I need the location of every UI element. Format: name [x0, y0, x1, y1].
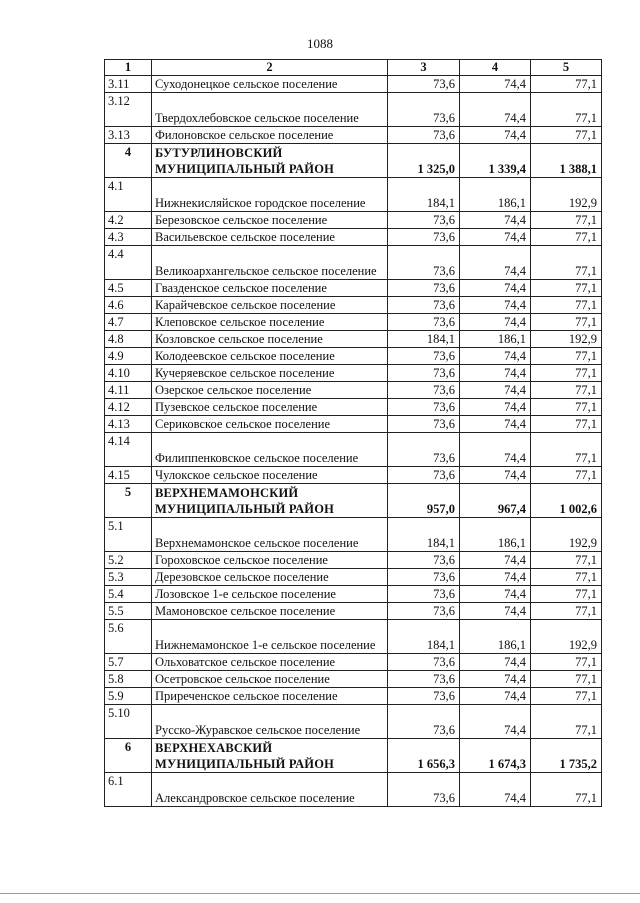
- row-code: 4.6: [105, 297, 152, 314]
- row-value-col3: 73,6: [388, 569, 460, 586]
- row-value-col5: 192,9: [531, 178, 602, 212]
- row-value-col5: 77,1: [531, 416, 602, 433]
- row-value-col3: 957,0: [388, 484, 460, 518]
- row-value-col4: 1 339,4: [460, 144, 531, 178]
- row-name: Гвазденское сельское поселение: [152, 280, 388, 297]
- row-name: Мамоновское сельское поселение: [152, 603, 388, 620]
- table-row: [105, 603, 602, 620]
- row-value-col4: 186,1: [460, 178, 531, 212]
- row-value-col5: 77,1: [531, 76, 602, 93]
- row-value-col5: 192,9: [531, 620, 602, 654]
- row-value-col3: 73,6: [388, 246, 460, 280]
- row-value-col5: 77,1: [531, 569, 602, 586]
- district-row: [105, 144, 602, 178]
- row-value-col3: 73,6: [388, 586, 460, 603]
- table-row: [105, 552, 602, 569]
- row-name: Клеповское сельское поселение: [152, 314, 388, 331]
- row-name: Филоновское сельское поселение: [152, 127, 388, 144]
- table-row: [105, 688, 602, 705]
- row-value-col4: 74,4: [460, 773, 531, 807]
- row-value-col4: 74,4: [460, 76, 531, 93]
- row-value-col5: 77,1: [531, 399, 602, 416]
- table-row: [105, 93, 602, 127]
- row-value-col4: 74,4: [460, 586, 531, 603]
- row-value-col4: 74,4: [460, 246, 531, 280]
- row-code: 5: [105, 484, 152, 518]
- row-value-col3: 73,6: [388, 399, 460, 416]
- row-name: Филиппенковское сельское поселение: [152, 433, 388, 467]
- row-name: Пузевское сельское поселение: [152, 399, 388, 416]
- table-row: [105, 654, 602, 671]
- table-row: [105, 365, 602, 382]
- row-name: БУТУРЛИНОВСКИЙ МУНИЦИПАЛЬНЫЙ РАЙОН: [152, 144, 388, 178]
- row-code: 4.12: [105, 399, 152, 416]
- row-value-col4: 74,4: [460, 93, 531, 127]
- row-value-col4: 74,4: [460, 314, 531, 331]
- table-row: [105, 620, 602, 654]
- row-value-col4: 74,4: [460, 416, 531, 433]
- row-code: 3.13: [105, 127, 152, 144]
- row-value-col4: 74,4: [460, 280, 531, 297]
- row-code: 5.8: [105, 671, 152, 688]
- row-code: 3.12: [105, 93, 152, 127]
- row-value-col5: 77,1: [531, 348, 602, 365]
- row-value-col3: 73,6: [388, 552, 460, 569]
- row-value-col3: 73,6: [388, 654, 460, 671]
- row-code: 5.9: [105, 688, 152, 705]
- row-value-col3: 1 325,0: [388, 144, 460, 178]
- row-value-col3: 73,6: [388, 127, 460, 144]
- table-row: [105, 212, 602, 229]
- row-value-col5: 77,1: [531, 586, 602, 603]
- row-value-col5: 1 735,2: [531, 739, 602, 773]
- header-col-3: 3: [388, 60, 460, 76]
- row-value-col4: 186,1: [460, 620, 531, 654]
- row-code: 5.7: [105, 654, 152, 671]
- row-value-col4: 74,4: [460, 705, 531, 739]
- table-row: [105, 314, 602, 331]
- row-value-col5: 77,1: [531, 127, 602, 144]
- row-name: Козловское сельское поселение: [152, 331, 388, 348]
- row-name: Ольховатское сельское поселение: [152, 654, 388, 671]
- row-value-col5: 1 002,6: [531, 484, 602, 518]
- row-value-col3: 1 656,3: [388, 739, 460, 773]
- row-value-col5: 77,1: [531, 552, 602, 569]
- row-name: Нижнекисляйское городское поселение: [152, 178, 388, 212]
- row-code: 6.1: [105, 773, 152, 807]
- row-code: 5.6: [105, 620, 152, 654]
- row-name: Лозовское 1-е сельское поселение: [152, 586, 388, 603]
- row-value-col3: 73,6: [388, 297, 460, 314]
- row-value-col5: 77,1: [531, 467, 602, 484]
- table-row: [105, 773, 602, 807]
- row-value-col3: 73,6: [388, 212, 460, 229]
- row-name: ВЕРХНЕХАВСКИЙ МУНИЦИПАЛЬНЫЙ РАЙОН: [152, 739, 388, 773]
- row-value-col4: 74,4: [460, 348, 531, 365]
- row-value-col5: 77,1: [531, 246, 602, 280]
- table-row: [105, 467, 602, 484]
- row-value-col4: 74,4: [460, 212, 531, 229]
- row-value-col3: 73,6: [388, 280, 460, 297]
- row-code: 3.11: [105, 76, 152, 93]
- row-code: 6: [105, 739, 152, 773]
- table-row: [105, 586, 602, 603]
- row-value-col4: 186,1: [460, 518, 531, 552]
- row-value-col3: 73,6: [388, 365, 460, 382]
- row-code: 4.14: [105, 433, 152, 467]
- row-code: 5.4: [105, 586, 152, 603]
- table-row: [105, 705, 602, 739]
- row-value-col3: 73,6: [388, 688, 460, 705]
- row-value-col5: 77,1: [531, 229, 602, 246]
- row-code: 4.4: [105, 246, 152, 280]
- row-name: Чулокское сельское поселение: [152, 467, 388, 484]
- row-name: Колодеевское сельское поселение: [152, 348, 388, 365]
- header-col-4: 4: [460, 60, 531, 76]
- row-value-col4: 74,4: [460, 569, 531, 586]
- row-name: Александровское сельское поселение: [152, 773, 388, 807]
- row-name: Васильевское сельское поселение: [152, 229, 388, 246]
- row-value-col4: 74,4: [460, 297, 531, 314]
- row-name: Суходонецкое сельское поселение: [152, 76, 388, 93]
- row-code: 5.3: [105, 569, 152, 586]
- row-code: 4: [105, 144, 152, 178]
- row-value-col4: 74,4: [460, 382, 531, 399]
- row-value-col5: 1 388,1: [531, 144, 602, 178]
- row-name: Дерезовское сельское поселение: [152, 569, 388, 586]
- row-value-col3: 184,1: [388, 518, 460, 552]
- row-value-col4: 967,4: [460, 484, 531, 518]
- row-value-col3: 73,6: [388, 93, 460, 127]
- row-value-col5: 77,1: [531, 314, 602, 331]
- row-code: 4.9: [105, 348, 152, 365]
- row-value-col3: 73,6: [388, 382, 460, 399]
- table-row: [105, 280, 602, 297]
- row-value-col4: 74,4: [460, 671, 531, 688]
- row-code: 4.3: [105, 229, 152, 246]
- table-row: [105, 416, 602, 433]
- table-row: [105, 246, 602, 280]
- page-bottom-divider: [0, 893, 640, 894]
- row-value-col4: 74,4: [460, 127, 531, 144]
- row-value-col5: 77,1: [531, 671, 602, 688]
- row-name: Сериковское сельское поселение: [152, 416, 388, 433]
- row-value-col3: 73,6: [388, 229, 460, 246]
- header-col-2: 2: [152, 60, 388, 76]
- row-value-col5: 77,1: [531, 433, 602, 467]
- row-name: Осетровское сельское поселение: [152, 671, 388, 688]
- budget-table: [104, 59, 602, 807]
- row-value-col3: 73,6: [388, 76, 460, 93]
- row-value-col3: 73,6: [388, 348, 460, 365]
- table-row: [105, 229, 602, 246]
- row-name: Карайчевское сельское поселение: [152, 297, 388, 314]
- row-code: 4.5: [105, 280, 152, 297]
- row-code: 4.15: [105, 467, 152, 484]
- row-name: Кучеряевское сельское поселение: [152, 365, 388, 382]
- row-value-col4: 74,4: [460, 229, 531, 246]
- row-code: 4.11: [105, 382, 152, 399]
- table-row: [105, 348, 602, 365]
- row-name: Озерское сельское поселение: [152, 382, 388, 399]
- row-value-col5: 77,1: [531, 654, 602, 671]
- row-value-col5: 77,1: [531, 93, 602, 127]
- row-value-col5: 77,1: [531, 212, 602, 229]
- row-code: 4.1: [105, 178, 152, 212]
- table-row: [105, 76, 602, 93]
- row-code: 4.13: [105, 416, 152, 433]
- row-value-col4: 186,1: [460, 331, 531, 348]
- row-value-col3: 73,6: [388, 603, 460, 620]
- row-name: Березовское сельское поселение: [152, 212, 388, 229]
- row-value-col3: 73,6: [388, 467, 460, 484]
- table-row: [105, 518, 602, 552]
- row-value-col3: 184,1: [388, 331, 460, 348]
- row-value-col5: 77,1: [531, 280, 602, 297]
- table-row: [105, 433, 602, 467]
- row-value-col3: 73,6: [388, 705, 460, 739]
- table-row: [105, 127, 602, 144]
- row-name: Твердохлебовское сельское поселение: [152, 93, 388, 127]
- row-name: Гороховское сельское поселение: [152, 552, 388, 569]
- header-col-1: 1: [105, 60, 152, 76]
- district-row: [105, 739, 602, 773]
- table-header-row: [105, 60, 602, 76]
- row-value-col4: 74,4: [460, 433, 531, 467]
- row-value-col5: 192,9: [531, 518, 602, 552]
- table-row: [105, 382, 602, 399]
- row-code: 4.8: [105, 331, 152, 348]
- row-code: 5.10: [105, 705, 152, 739]
- row-value-col4: 1 674,3: [460, 739, 531, 773]
- row-value-col4: 74,4: [460, 603, 531, 620]
- row-value-col3: 73,6: [388, 671, 460, 688]
- row-value-col3: 184,1: [388, 178, 460, 212]
- row-value-col5: 77,1: [531, 603, 602, 620]
- row-value-col5: 77,1: [531, 297, 602, 314]
- row-name: Нижнемамонское 1-е сельское поселение: [152, 620, 388, 654]
- table-row: [105, 297, 602, 314]
- row-value-col4: 74,4: [460, 552, 531, 569]
- row-value-col4: 74,4: [460, 399, 531, 416]
- row-code: 5.1: [105, 518, 152, 552]
- row-name: Русско-Журавское сельское поселение: [152, 705, 388, 739]
- row-code: 4.7: [105, 314, 152, 331]
- table-row: [105, 671, 602, 688]
- row-value-col3: 73,6: [388, 416, 460, 433]
- row-value-col5: 77,1: [531, 773, 602, 807]
- row-name: ВЕРХНЕМАМОНСКИЙ МУНИЦИПАЛЬНЫЙ РАЙОН: [152, 484, 388, 518]
- table-row: [105, 569, 602, 586]
- table-row: [105, 399, 602, 416]
- row-value-col5: 77,1: [531, 365, 602, 382]
- row-value-col5: 77,1: [531, 688, 602, 705]
- row-value-col4: 74,4: [460, 467, 531, 484]
- header-col-5: 5: [531, 60, 602, 76]
- row-code: 4.10: [105, 365, 152, 382]
- row-value-col4: 74,4: [460, 365, 531, 382]
- row-value-col3: 184,1: [388, 620, 460, 654]
- row-name: Великоархангельское сельское поселение: [152, 246, 388, 280]
- table-row: [105, 178, 602, 212]
- row-value-col3: 73,6: [388, 314, 460, 331]
- row-value-col4: 74,4: [460, 654, 531, 671]
- row-value-col3: 73,6: [388, 773, 460, 807]
- row-value-col5: 77,1: [531, 705, 602, 739]
- row-value-col4: 74,4: [460, 688, 531, 705]
- row-name: Верхнемамонское сельское поселение: [152, 518, 388, 552]
- page-number: 1088: [307, 36, 333, 51]
- row-code: 5.2: [105, 552, 152, 569]
- row-code: 5.5: [105, 603, 152, 620]
- table-row: [105, 331, 602, 348]
- row-value-col5: 192,9: [531, 331, 602, 348]
- district-row: [105, 484, 602, 518]
- row-value-col3: 73,6: [388, 433, 460, 467]
- row-value-col5: 77,1: [531, 382, 602, 399]
- row-code: 4.2: [105, 212, 152, 229]
- row-name: Приреченское сельское поселение: [152, 688, 388, 705]
